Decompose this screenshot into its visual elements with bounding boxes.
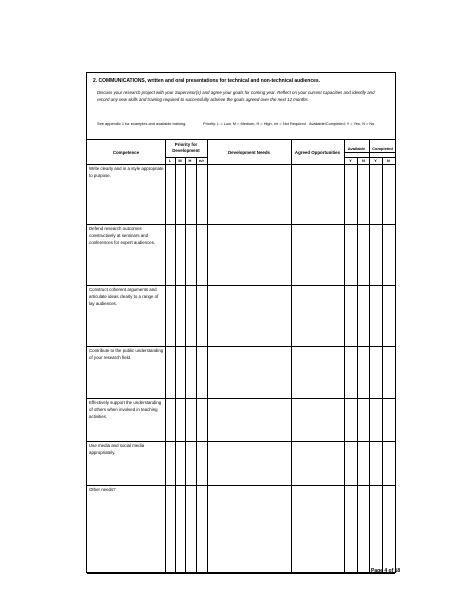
completed-sub-Y: Y xyxy=(374,158,377,163)
sub-column-divider xyxy=(382,157,383,573)
section-title: 2. COMMUNICATIONS, written and oral presentations for technical and non-technical audiences. xyxy=(93,78,320,84)
header-divider xyxy=(87,164,395,165)
header-priority: Priority for Development xyxy=(172,142,200,153)
completed-sub-N: N xyxy=(387,158,390,163)
column-divider xyxy=(165,140,166,573)
row-divider xyxy=(87,441,395,442)
section-intro: Discuss your research project with your Supervisor(s) and agree your goals for coming year. Reflect on your current capacities and identify and record any new skills and training required to successfully achieve the goals agreed over the next 12 months. xyxy=(97,90,375,102)
row-divider xyxy=(87,346,395,347)
competence-row-4: Contribute to the public understanding of your research field. xyxy=(89,348,164,360)
page-number: Page 4 of 18 xyxy=(371,568,401,574)
header-available: Available xyxy=(347,146,366,151)
sub-column-divider xyxy=(196,157,197,573)
competence-row-3: Construct coherent arguments and articulate ideas clearly to a range of lay audiences. xyxy=(89,287,159,306)
column-divider xyxy=(344,140,345,573)
column-divider xyxy=(291,140,292,573)
competence-row-7: Other needs? xyxy=(89,487,116,492)
competence-row-1: Write clearly and in a style appropriate to purpose. xyxy=(89,166,164,178)
sub-column-divider xyxy=(175,157,176,573)
row-divider xyxy=(87,485,395,486)
status-legend: Available/Completed: Y = Yes, N = No xyxy=(309,121,375,126)
table-bottom xyxy=(87,573,395,574)
priority-legend: Priority: L = Low, M = Medium, H = High, n/r = Not Required xyxy=(203,121,306,126)
appendix-note: See appendix 1 for examples and available training. xyxy=(97,121,187,126)
competence-row-6: Use media and social media appropriately. xyxy=(89,443,145,455)
row-divider xyxy=(87,398,395,399)
form-frame xyxy=(86,72,396,573)
header-development-needs: Development Needs xyxy=(228,150,270,155)
available-sub-Y: Y xyxy=(349,158,352,163)
priority-sub-M: M xyxy=(178,158,182,163)
row-divider xyxy=(87,285,395,286)
priority-sub-H: H xyxy=(188,158,192,163)
priority-sub-L: L xyxy=(168,158,172,163)
header-completed: Completed xyxy=(372,146,393,151)
sub-column-divider xyxy=(357,157,358,573)
column-divider xyxy=(207,140,208,573)
row-divider xyxy=(87,224,395,225)
section-header xyxy=(87,73,395,140)
sub-column-divider xyxy=(185,157,186,573)
available-sub-N: N xyxy=(362,158,365,163)
column-divider xyxy=(369,140,370,573)
competence-row-5: Effectively support the understanding of others when involved in teaching activities. xyxy=(89,400,162,419)
competence-row-2: Defend research outcomes constructively at seminars and conferences for expert audiences. xyxy=(89,226,156,245)
header-agreed-opportunities: Agreed Opportunities xyxy=(294,150,341,155)
header-competence: Competence xyxy=(112,150,140,155)
priority-sub-nr: n/r xyxy=(198,158,205,163)
